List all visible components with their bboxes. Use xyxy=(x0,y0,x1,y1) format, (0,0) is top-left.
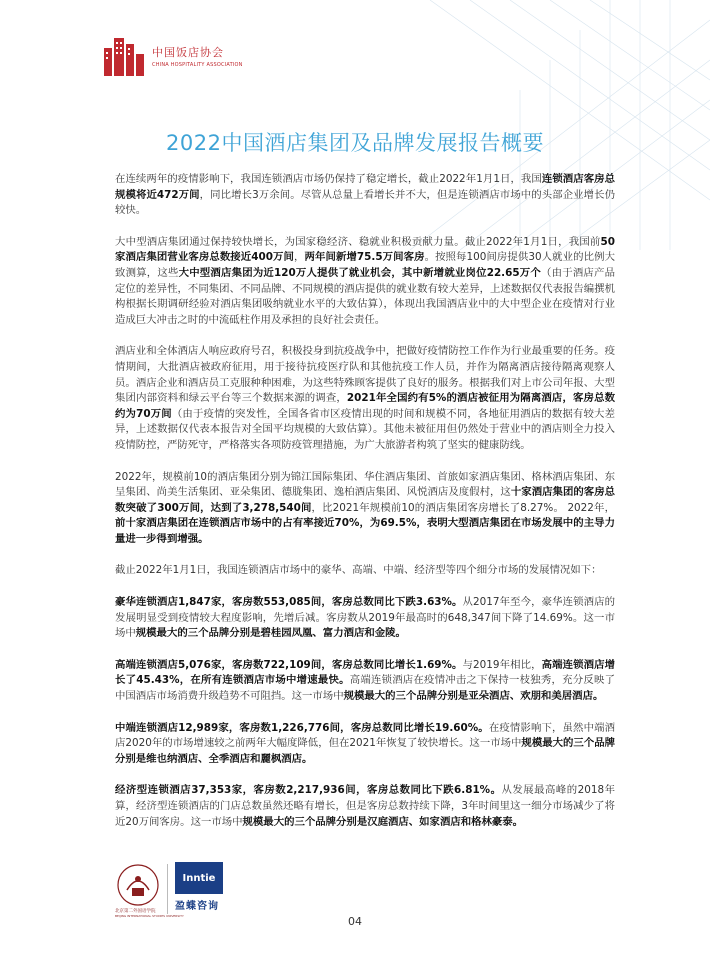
paragraph-5 xyxy=(115,563,615,579)
bold-text: 高端连锁酒店5,076家，客房数722,109间，客房总数同比增长1.69%。 xyxy=(115,658,463,671)
bold-text: 规模最大的三个品牌分别是碧桂园凤凰、富力酒店和金陵。 xyxy=(135,627,406,640)
paragraph-2 xyxy=(115,235,615,329)
bisu-seal-icon xyxy=(115,862,161,908)
paragraph-8 xyxy=(115,721,615,768)
cha-logo xyxy=(100,30,243,80)
body-text: ，同比增长3万余间。尽管从总量上看增长并不大，但是连锁酒店市场中的头部企业增长仍较快。 xyxy=(115,188,615,217)
body-text: 从发展最高峰的2018年算，经济型连锁酒店的门店总数虽然还略有增长，但是客房总数持续下降，3年时间里这一细分市场减少了将近20万间客房。这一市场中 xyxy=(115,784,615,828)
body-text: 在连续两年的疫情影响下，我国连锁酒店市场仍保持了稳定增长，截止2022年1月1日，我国 xyxy=(115,173,542,185)
paragraph-4 xyxy=(115,470,615,548)
bold-text: 两年间新增75.5万间客房 xyxy=(304,251,425,264)
bisu-name-cn: 北京第二外国语学院 xyxy=(115,909,156,914)
body-text: ，比2021年规模前10的酒店集团客房增长了8.27%。 2022年， xyxy=(311,501,615,514)
body-text: 2022年，规模前10的酒店集团分别为锦江国际集团、华住酒店集团、首旅如家酒店集团、格林酒店集团、东呈集团、尚美生活集团、亚朵集团、德胧集团、逸柏酒店集团、风悦酒店及度假村，这 xyxy=(115,470,615,499)
bold-text: 经济型连锁酒店37,353家，客房数2,217,936间，客房总数同比下跌6.81%。 xyxy=(115,784,502,797)
body-text: 在疫情影响下，虽然中端酒店2020年的市场增速较之前两年大幅度降低，但在2021年恢复了较快增长。这一市场中 xyxy=(115,721,616,750)
page-number: 04 xyxy=(348,915,362,928)
paragraph-3 xyxy=(115,344,615,453)
paragraph-6 xyxy=(115,595,615,642)
footer-divider xyxy=(167,864,168,914)
body-text: 高端连锁酒店在疫情冲击之下保持一枝独秀，充分反映了中国酒店市场消费升级趋势不可阻挡。这一市场中 xyxy=(115,674,616,703)
body-text: 大中型酒店集团通过保持较快增长，为国家稳经济、稳就业积极贡献力量。截止2022年1月1日，我国前 xyxy=(115,235,601,248)
footer-logos xyxy=(115,862,345,917)
bold-text: 2021年全国约有5%的酒店被征用为隔离酒店，客房总数约为70万间 xyxy=(115,392,616,420)
bold-text: 规模最大的三个品牌分别是维也纳酒店、全季酒店和麗枫酒店。 xyxy=(115,737,615,765)
body-text: 与2019年相比， xyxy=(462,658,542,671)
bold-text: 50家酒店集团营业客房总数接近400万间 xyxy=(115,235,615,264)
bold-text: 高端连锁酒店增长了45.43%，在所有连锁酒店市场中增速最快。 xyxy=(115,658,615,687)
bold-text: 中端连锁酒店12,989家，客房数1,226,776间，客房总数同比增长19.60%。 xyxy=(115,721,489,734)
bold-text: 规模最大的三个品牌分别是汉庭酒店、如家酒店和格林豪泰。 xyxy=(242,815,524,828)
bisu-name-en: BEIJING INTERNATIONAL STUDIES UNIVERSITY xyxy=(115,914,184,918)
paragraph-9 xyxy=(115,783,615,830)
inntie-name-cn: 盈蝶咨询 xyxy=(175,901,219,912)
body-text: 截止2022年1月1日，我国连锁酒店市场中的豪华、高端、中端、经济型等四个细分市场的发展情况如下： xyxy=(115,564,602,577)
body-text: ， xyxy=(294,251,305,264)
bold-text: 前十家酒店集团在连锁酒店市场中的占有率接近70%，为69.5%，表明大型酒店集团在市场发展中的主导力量进一步得到增强。 xyxy=(115,517,615,545)
body-text: （由于酒店产品定位的差异性，不同集团、不同品牌、不同规模的酒店提供的就业数有较大差异，上述数据仅代表报告编撰机构根据长期调研经验对酒店集团吸纳就业水平的大致估算），体现出我国酒店业中的大中型企业在疫情对行业造成巨大冲击之时的中流砥柱作用及承担的良好社会责任。 xyxy=(115,266,616,326)
org-name-en: CHINA HOSPITALITY ASSOCIATION xyxy=(152,62,243,68)
bold-text: 大中型酒店集团为近120万人提供了就业机会，其中新增就业岗位22.65万个 xyxy=(178,266,542,279)
paragraph-1 xyxy=(115,172,615,219)
body-text: （由于疫情的突发性，全国各省市区疫情出现的时间和规模不同，各地征用酒店的数据有较大差异，上述数据仅代表本报告对全国平均规模的大致估算）。其他未被征用但仍然处于营业中的酒店则全力投入疫情防控，严防死守，严格落实各项防疫管理措施，为广大旅游者构筑了坚实的健康防线。 xyxy=(115,407,615,451)
cha-logo-icon xyxy=(100,30,150,80)
paragraph-7 xyxy=(115,658,615,705)
report-body xyxy=(115,172,615,846)
inntie-logo: Inntie xyxy=(175,862,223,894)
bold-text: 连锁酒店客房总规模将近472万间 xyxy=(115,173,616,201)
bold-text: 十家酒店集团的客房总数突破了300万间，达到了3,278,540间 xyxy=(115,486,616,514)
body-text: 酒店业和全体酒店人响应政府号召，积极投身到抗疫战争中，把做好疫情防控工作作为行业最重要的任务。疫情期间，大批酒店被政府征用，用于接待抗疫医疗队和其他抗疫工作人员，并作为隔离酒店接待隔离观察人员。酒店企业和酒店员工克服种种困难，为这些特殊顾客提供了良好的服务。根据我们对上市公司年报、大型集团内部资料和绿云平台等三个数据来源的调查， xyxy=(115,345,615,405)
page-title: 2022中国酒店集团及品牌发展报告概要 xyxy=(166,131,544,155)
org-name-cn: 中国饭店协会 xyxy=(152,46,224,59)
body-text: 从2017年至今，豪华连锁酒店的发展明显受到疫情较大程度影响，先增后减。客房数从2019年最高时的648,347间下降了14.69%。这一市场中 xyxy=(115,596,615,640)
bold-text: 规模最大的三个品牌分别是亚朵酒店、欢朋和美居酒店。 xyxy=(343,690,604,703)
bold-text: 豪华连锁酒店1,847家，客房数553,085间，客房总数同比下跌3.63%。 xyxy=(115,596,463,609)
body-text: 。按照每100间房提供30人就业的比例大致测算，这些 xyxy=(115,251,615,279)
